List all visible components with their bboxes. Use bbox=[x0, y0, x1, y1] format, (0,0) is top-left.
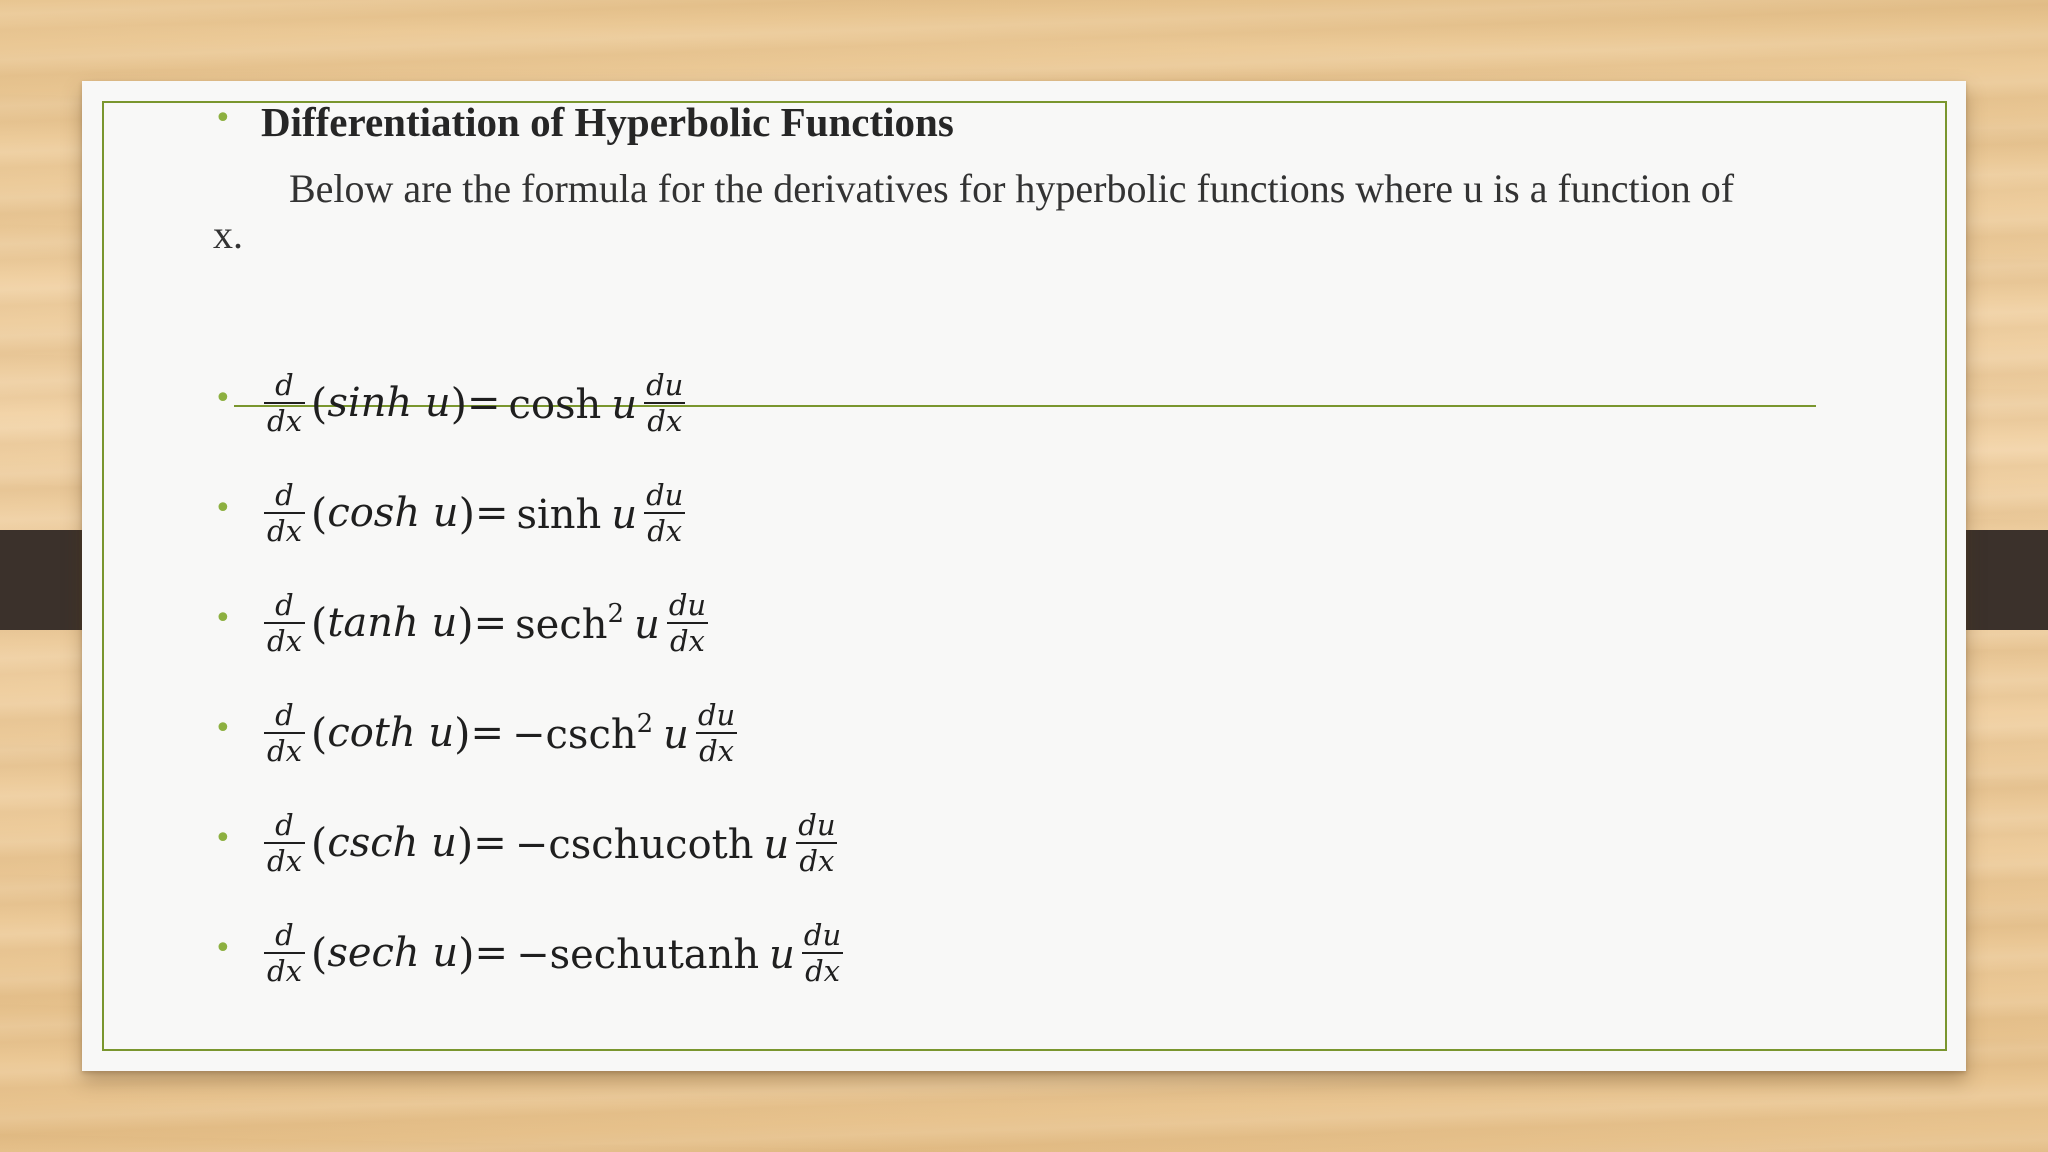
chain-rule-factor: $\frac{du}{dx}$ bbox=[803, 918, 842, 988]
chain-rule-factor: $\frac{du}{dx}$ bbox=[798, 808, 836, 878]
formula-row: $\frac{d}{dx}$ ( sech u ) = −sechutanh u $\frac{du}{dx}$ bbox=[258, 908, 850, 998]
intro-text: Below are the formula for the derivatives for hyperbolic functions where u is a function of x. bbox=[213, 166, 1735, 257]
formula-row: $\frac{d}{dx}$ ( coth u ) = −csch$^2$ u $\frac{du}{dx}$ bbox=[258, 688, 744, 778]
bullet-icon: • bbox=[214, 821, 232, 856]
function-argument: sech u bbox=[327, 930, 459, 976]
function-argument: sinh u bbox=[327, 380, 451, 426]
formula-result: −csch$^2$ u bbox=[512, 708, 689, 758]
intro-paragraph bbox=[213, 166, 1753, 258]
derivative-operator: $\frac{d}{dx}$ bbox=[264, 918, 305, 988]
function-argument: tanh u bbox=[327, 600, 458, 646]
chain-rule-factor: $\frac{du}{dx}$ bbox=[668, 588, 707, 658]
formula-row: $\frac{d}{dx}$ ( tanh u ) = sech$^2$ u $\frac{du}{dx}$ bbox=[258, 578, 715, 668]
bullet-icon: • bbox=[214, 491, 232, 526]
derivative-operator: $\frac{d}{dx}$ bbox=[264, 698, 305, 768]
derivative-operator: $\frac{d}{dx}$ bbox=[264, 808, 305, 878]
function-argument: csch u bbox=[327, 820, 457, 866]
chain-rule-factor: $\frac{du}{dx}$ bbox=[697, 698, 736, 768]
function-argument: coth u bbox=[327, 710, 455, 756]
formula-result: −cschucoth u bbox=[514, 821, 790, 868]
formula-result: cosh u bbox=[508, 381, 638, 428]
derivative-operator: $\frac{d}{dx}$ bbox=[264, 588, 305, 658]
bullet-icon: • bbox=[214, 711, 232, 746]
formula-result: sech$^2$ u bbox=[515, 598, 660, 648]
bullet-icon: • bbox=[214, 381, 232, 416]
bullet-icon: • bbox=[214, 601, 232, 636]
derivative-operator: $\frac{d}{dx}$ bbox=[264, 368, 305, 438]
bullet-icon: • bbox=[214, 101, 232, 136]
bullet-icon: • bbox=[214, 931, 232, 966]
chain-rule-factor: $\frac{du}{dx}$ bbox=[646, 478, 684, 548]
derivative-operator: $\frac{d}{dx}$ bbox=[264, 478, 305, 548]
formula-result: −sechutanh u bbox=[516, 931, 795, 978]
chain-rule-factor: $\frac{du}{dx}$ bbox=[646, 368, 684, 438]
formula-row: $\frac{d}{dx}$ ( sinh u ) = cosh u $\frac{du}{dx}$ bbox=[258, 358, 692, 448]
slide-title: Differentiation of Hyperbolic Functions bbox=[261, 99, 954, 145]
formula-row: $\frac{d}{dx}$ ( cosh u ) = sinh u $\frac{du}{dx}$ bbox=[258, 468, 692, 558]
formula-result: sinh u bbox=[516, 491, 638, 538]
function-argument: cosh u bbox=[327, 490, 459, 536]
formula-row: $\frac{d}{dx}$ ( csch u ) = −cschucoth u $\frac{du}{dx}$ bbox=[258, 798, 845, 888]
